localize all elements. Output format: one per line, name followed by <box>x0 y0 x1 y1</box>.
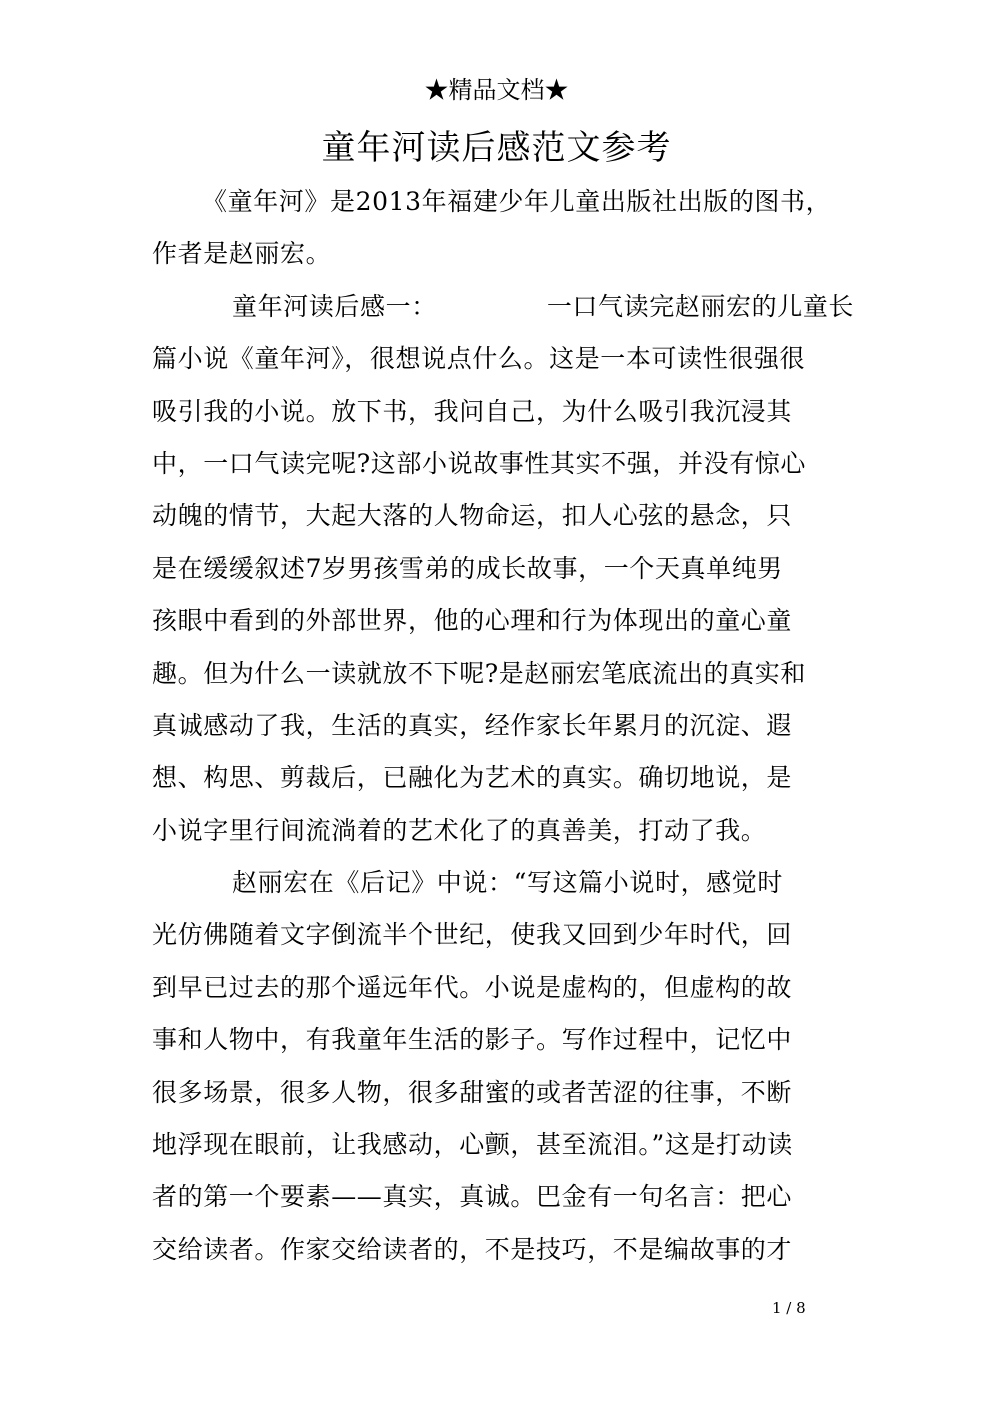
paragraph-line: 交给读者。作家交给读者的，不是技巧，不是编故事的才 <box>152 1234 793 1264</box>
paragraph-line: 真诚感动了我，生活的真实，经作家长年累月的沉淀、遐 <box>152 710 793 740</box>
paragraph-line: 动魄的情节，大起大落的人物命运，扣人心弦的悬念，只 <box>152 501 793 531</box>
paragraph-line: 到早已过去的那个遥远年代。小说是虚构的，但虚构的故 <box>152 972 793 1002</box>
paragraph-line: 趣。但为什么一读就放不下呢?是赵丽宏笔底流出的真实和 <box>152 658 807 688</box>
paragraph-line: 是在缓缓叙述7岁男孩雪弟的成长故事，一个天真单纯男 <box>152 553 783 583</box>
paragraph-start: 一口气读完赵丽宏的儿童长 <box>546 291 855 321</box>
document-title: 童年河读后感范文参考 <box>321 128 672 168</box>
header-mark: ★精品文档★ <box>424 76 569 104</box>
section-heading-line <box>152 281 855 333</box>
paragraph-line: 孩眼中看到的外部世界，他的心理和行为体现出的童心童 <box>152 606 793 636</box>
paragraph-line: 光仿佛随着文字倒流半个世纪，使我又回到少年时代，回 <box>152 920 793 950</box>
paragraph-line: 作者是赵丽宏。 <box>152 239 332 269</box>
paragraph-line: 者的第一个要素——真实，真诚。巴金有一句名言：把心 <box>152 1182 793 1212</box>
document-body <box>152 176 855 1276</box>
paragraph-line: 事和人物中，有我童年生活的影子。写作过程中，记忆中 <box>152 1025 793 1055</box>
page-number: 1 / 8 <box>772 1299 806 1317</box>
paragraph-line: 吸引我的小说。放下书，我问自己，为什么吸引我沉浸其 <box>152 396 793 426</box>
paragraph-line: 中，一口气读完呢?这部小说故事性其实不强，并没有惊心 <box>152 448 807 478</box>
section-heading: 童年河读后感一： <box>232 291 437 321</box>
paragraph-line: 很多场景，很多人物，很多甜蜜的或者苦涩的往事，不断 <box>152 1077 793 1107</box>
paragraph-line: 地浮现在眼前，让我感动，心颤，甚至流泪。”这是打动读 <box>152 1130 793 1160</box>
paragraph-line: 小说字里行间流淌着的艺术化了的真善美，打动了我。 <box>152 815 767 845</box>
paragraph-line: 想、构思、剪裁后，已融化为艺术的真实。确切地说，是 <box>152 763 793 793</box>
paragraph-line: 赵丽宏在《后记》中说：“写这篇小说时，感觉时 <box>232 868 783 898</box>
paragraph-line: 篇小说《童年河》，很想说点什么。这是一本可读性很强很 <box>152 344 806 374</box>
paragraph-line: 《童年河》是2013年福建少年儿童出版社出版的图书， <box>202 187 832 216</box>
